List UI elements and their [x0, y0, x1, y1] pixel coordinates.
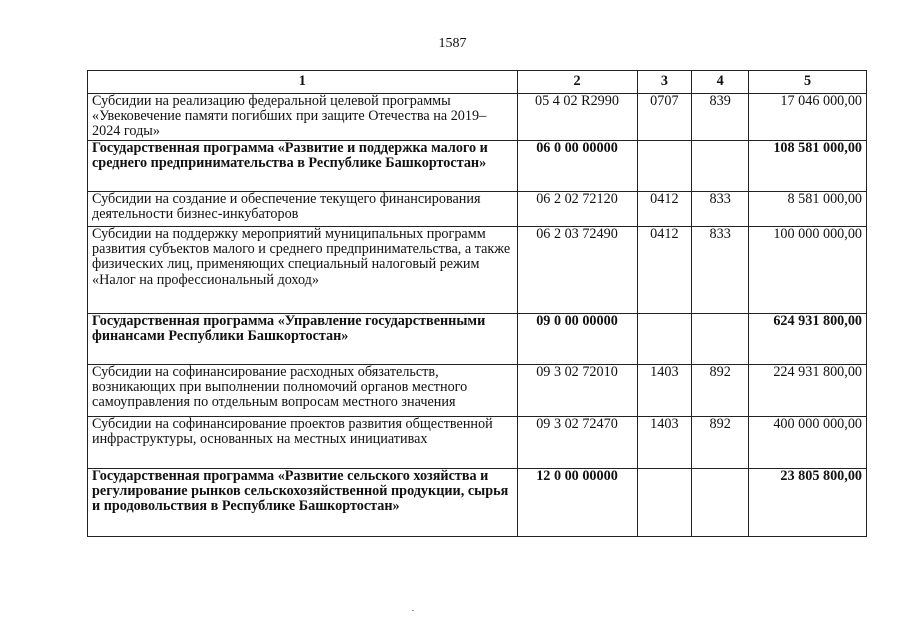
row-name: Субсидии на софинансирование расходных обязательств, возникающих при выполнении полномочий органов местного самоуправления по отдельным вопросам местного значения — [88, 365, 518, 417]
row-name: Государственная программа «Развитие сельского хозяйства и регулирование рынков сельскохозяйственной продукции, сырья и продовольствия в Республике Башкортостан» — [88, 469, 518, 537]
header-col-5: 5 — [749, 71, 867, 94]
table-row — [88, 227, 867, 314]
row-sum: 17 046 000,00 — [749, 94, 867, 141]
row-section — [637, 469, 692, 537]
row-sum: 23 805 800,00 — [749, 469, 867, 537]
row-sum: 8 581 000,00 — [749, 192, 867, 227]
row-target-code: 09 0 00 00000 — [517, 314, 637, 365]
row-target-code: 09 3 02 72010 — [517, 365, 637, 417]
row-section: 1403 — [637, 365, 692, 417]
header-col-2: 2 — [517, 71, 637, 94]
header-row — [88, 71, 867, 94]
table-row — [88, 365, 867, 417]
row-target-code: 09 3 02 72470 — [517, 417, 637, 469]
row-section: 0412 — [637, 192, 692, 227]
row-grbs: 892 — [692, 417, 749, 469]
table-row-program — [88, 469, 867, 537]
table-row — [88, 192, 867, 227]
row-grbs: 839 — [692, 94, 749, 141]
row-section: 1403 — [637, 417, 692, 469]
row-grbs: 833 — [692, 192, 749, 227]
row-grbs — [692, 141, 749, 192]
row-target-code: 06 0 00 00000 — [517, 141, 637, 192]
table-row — [88, 94, 867, 141]
header-col-4: 4 — [692, 71, 749, 94]
table-row-program — [88, 141, 867, 192]
row-sum: 400 000 000,00 — [749, 417, 867, 469]
scan-speck — [412, 610, 414, 611]
row-grbs — [692, 314, 749, 365]
row-sum: 100 000 000,00 — [749, 227, 867, 314]
row-target-code: 05 4 02 R2990 — [517, 94, 637, 141]
row-sum: 224 931 800,00 — [749, 365, 867, 417]
row-section: 0707 — [637, 94, 692, 141]
table-row — [88, 417, 867, 469]
header-col-1: 1 — [88, 71, 518, 94]
page-number: 1587 — [438, 36, 467, 51]
row-name: Субсидии на поддержку мероприятий муниципальных программ развития субъектов малого и среднего предпринимательства, а также физических лиц, применяющих специальный налоговый режим «Налог на профессиональный доход» — [88, 227, 518, 314]
row-section — [637, 141, 692, 192]
row-target-code: 06 2 02 72120 — [517, 192, 637, 227]
table-row-program — [88, 314, 867, 365]
row-sum: 108 581 000,00 — [749, 141, 867, 192]
row-target-code: 06 2 03 72490 — [517, 227, 637, 314]
row-name: Субсидии на создание и обеспечение текущего финансирования деятельности бизнес-инкубаторов — [88, 192, 518, 227]
budget-table — [87, 70, 867, 537]
row-name: Государственная программа «Управление государственными финансами Республики Башкортостан» — [88, 314, 518, 365]
row-grbs: 833 — [692, 227, 749, 314]
row-section — [637, 314, 692, 365]
row-name: Субсидии на софинансирование проектов развития общественной инфраструктуры, основанных на местных инициативах — [88, 417, 518, 469]
row-name: Субсидии на реализацию федеральной целевой программы «Увековечение памяти погибших при защите Отечества на 2019–2024 годы» — [88, 94, 518, 141]
row-section: 0412 — [637, 227, 692, 314]
row-grbs — [692, 469, 749, 537]
header-col-3: 3 — [637, 71, 692, 94]
row-grbs: 892 — [692, 365, 749, 417]
row-sum: 624 931 800,00 — [749, 314, 867, 365]
row-name: Государственная программа «Развитие и поддержка малого и среднего предпринимательства в Республике Башкортостан» — [88, 141, 518, 192]
row-target-code: 12 0 00 00000 — [517, 469, 637, 537]
